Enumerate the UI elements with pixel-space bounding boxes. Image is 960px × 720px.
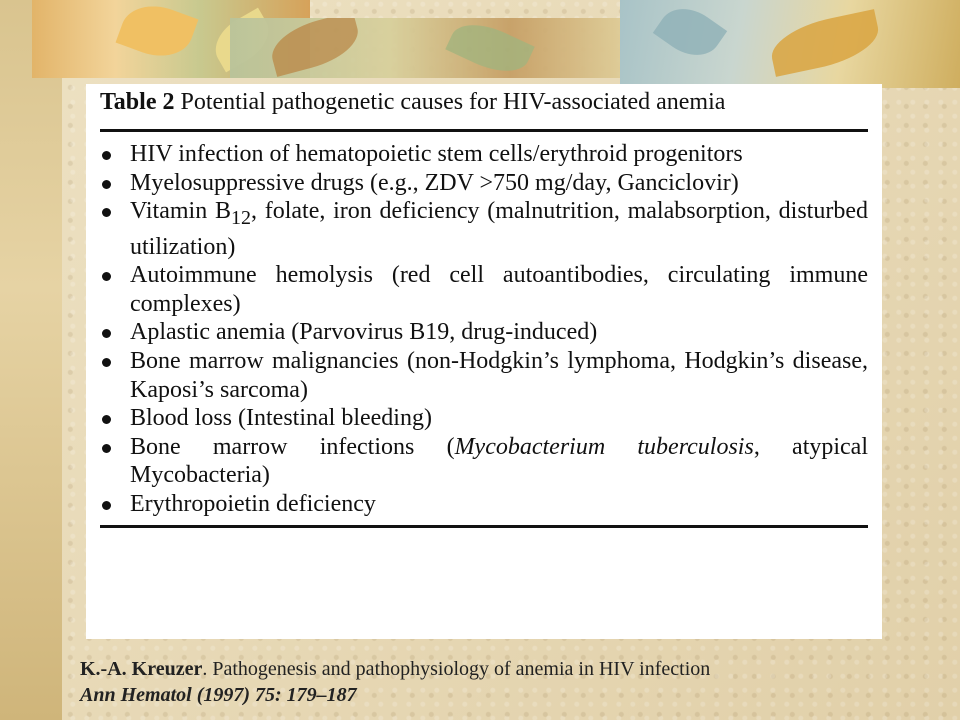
- list-item-text: Vitamin B: [130, 198, 231, 225]
- italic-text: Mycobacterium tuberculosis: [454, 433, 754, 460]
- bullet-icon: [102, 208, 111, 217]
- list-item-text: , folate, iron deficiency (malnutrition, malabsorption, disturbed utilization): [130, 198, 868, 260]
- table-title-text: Potential pathogenetic causes for HIV-associated anemia: [180, 89, 726, 115]
- bullet-icon: [102, 180, 111, 189]
- bullet-icon: [102, 415, 111, 424]
- table-document: [100, 88, 868, 528]
- list-item-text: Aplastic anemia (Parvovirus B19, drug-induced): [130, 319, 598, 346]
- list-item-text: Blood loss (Intestinal bleeding): [130, 405, 432, 432]
- citation-title: . Pathogenesis and pathophysiology of anemia in HIV infection: [202, 658, 711, 680]
- list-item: [100, 318, 868, 347]
- list-item: [100, 404, 868, 433]
- table-panel: [86, 84, 882, 639]
- list-item-text: , atypical Mycobacteria): [130, 433, 868, 489]
- list-item-text: Autoimmune hemolysis (red cell autoantibodies, circulating immune complexes): [130, 262, 868, 317]
- citation-line: [80, 656, 920, 682]
- list-item-text: Erythropoietin deficiency: [130, 490, 376, 517]
- citation-author: K.-A. Kreuzer: [80, 658, 203, 680]
- top-rule: [100, 129, 868, 132]
- list-item-text: Bone marrow malignancies (non-Hodgkin’s lymphoma, Hodgkin’s disease, Kaposi’s sarcoma): [130, 347, 868, 403]
- list-item-text: Bone marrow infections (: [130, 433, 455, 460]
- background-left-strip: [0, 0, 62, 720]
- citation: [80, 656, 920, 708]
- list-item-text: HIV infection of hematopoietic stem cells/erythroid progenitors: [130, 141, 743, 167]
- list-item: [100, 347, 868, 404]
- list-item-text: Myelosuppressive drugs (e.g., ZDV >750 mg/day, Ganciclovir): [130, 169, 739, 196]
- bullet-icon: [102, 272, 111, 281]
- bottom-rule: [100, 525, 868, 528]
- decorative-banner-middle: [230, 18, 630, 78]
- list-item: [100, 169, 868, 198]
- causes-list: [100, 140, 868, 519]
- bullet-icon: [102, 329, 111, 338]
- citation-journal: Ann Hematol (1997) 75: 179–187: [80, 684, 357, 706]
- decorative-banner-right: [620, 0, 960, 88]
- bullet-icon: [102, 444, 111, 453]
- list-item: [100, 490, 868, 519]
- list-item: [100, 197, 868, 261]
- bullet-icon: [102, 358, 111, 367]
- list-item: [100, 261, 868, 318]
- table-label: Table 2: [100, 89, 175, 115]
- subscript-text: 12: [230, 206, 251, 229]
- bullet-icon: [102, 151, 111, 160]
- list-item: [100, 433, 868, 490]
- table-title: [100, 88, 868, 117]
- bullet-icon: [102, 501, 111, 510]
- list-item: [100, 140, 868, 169]
